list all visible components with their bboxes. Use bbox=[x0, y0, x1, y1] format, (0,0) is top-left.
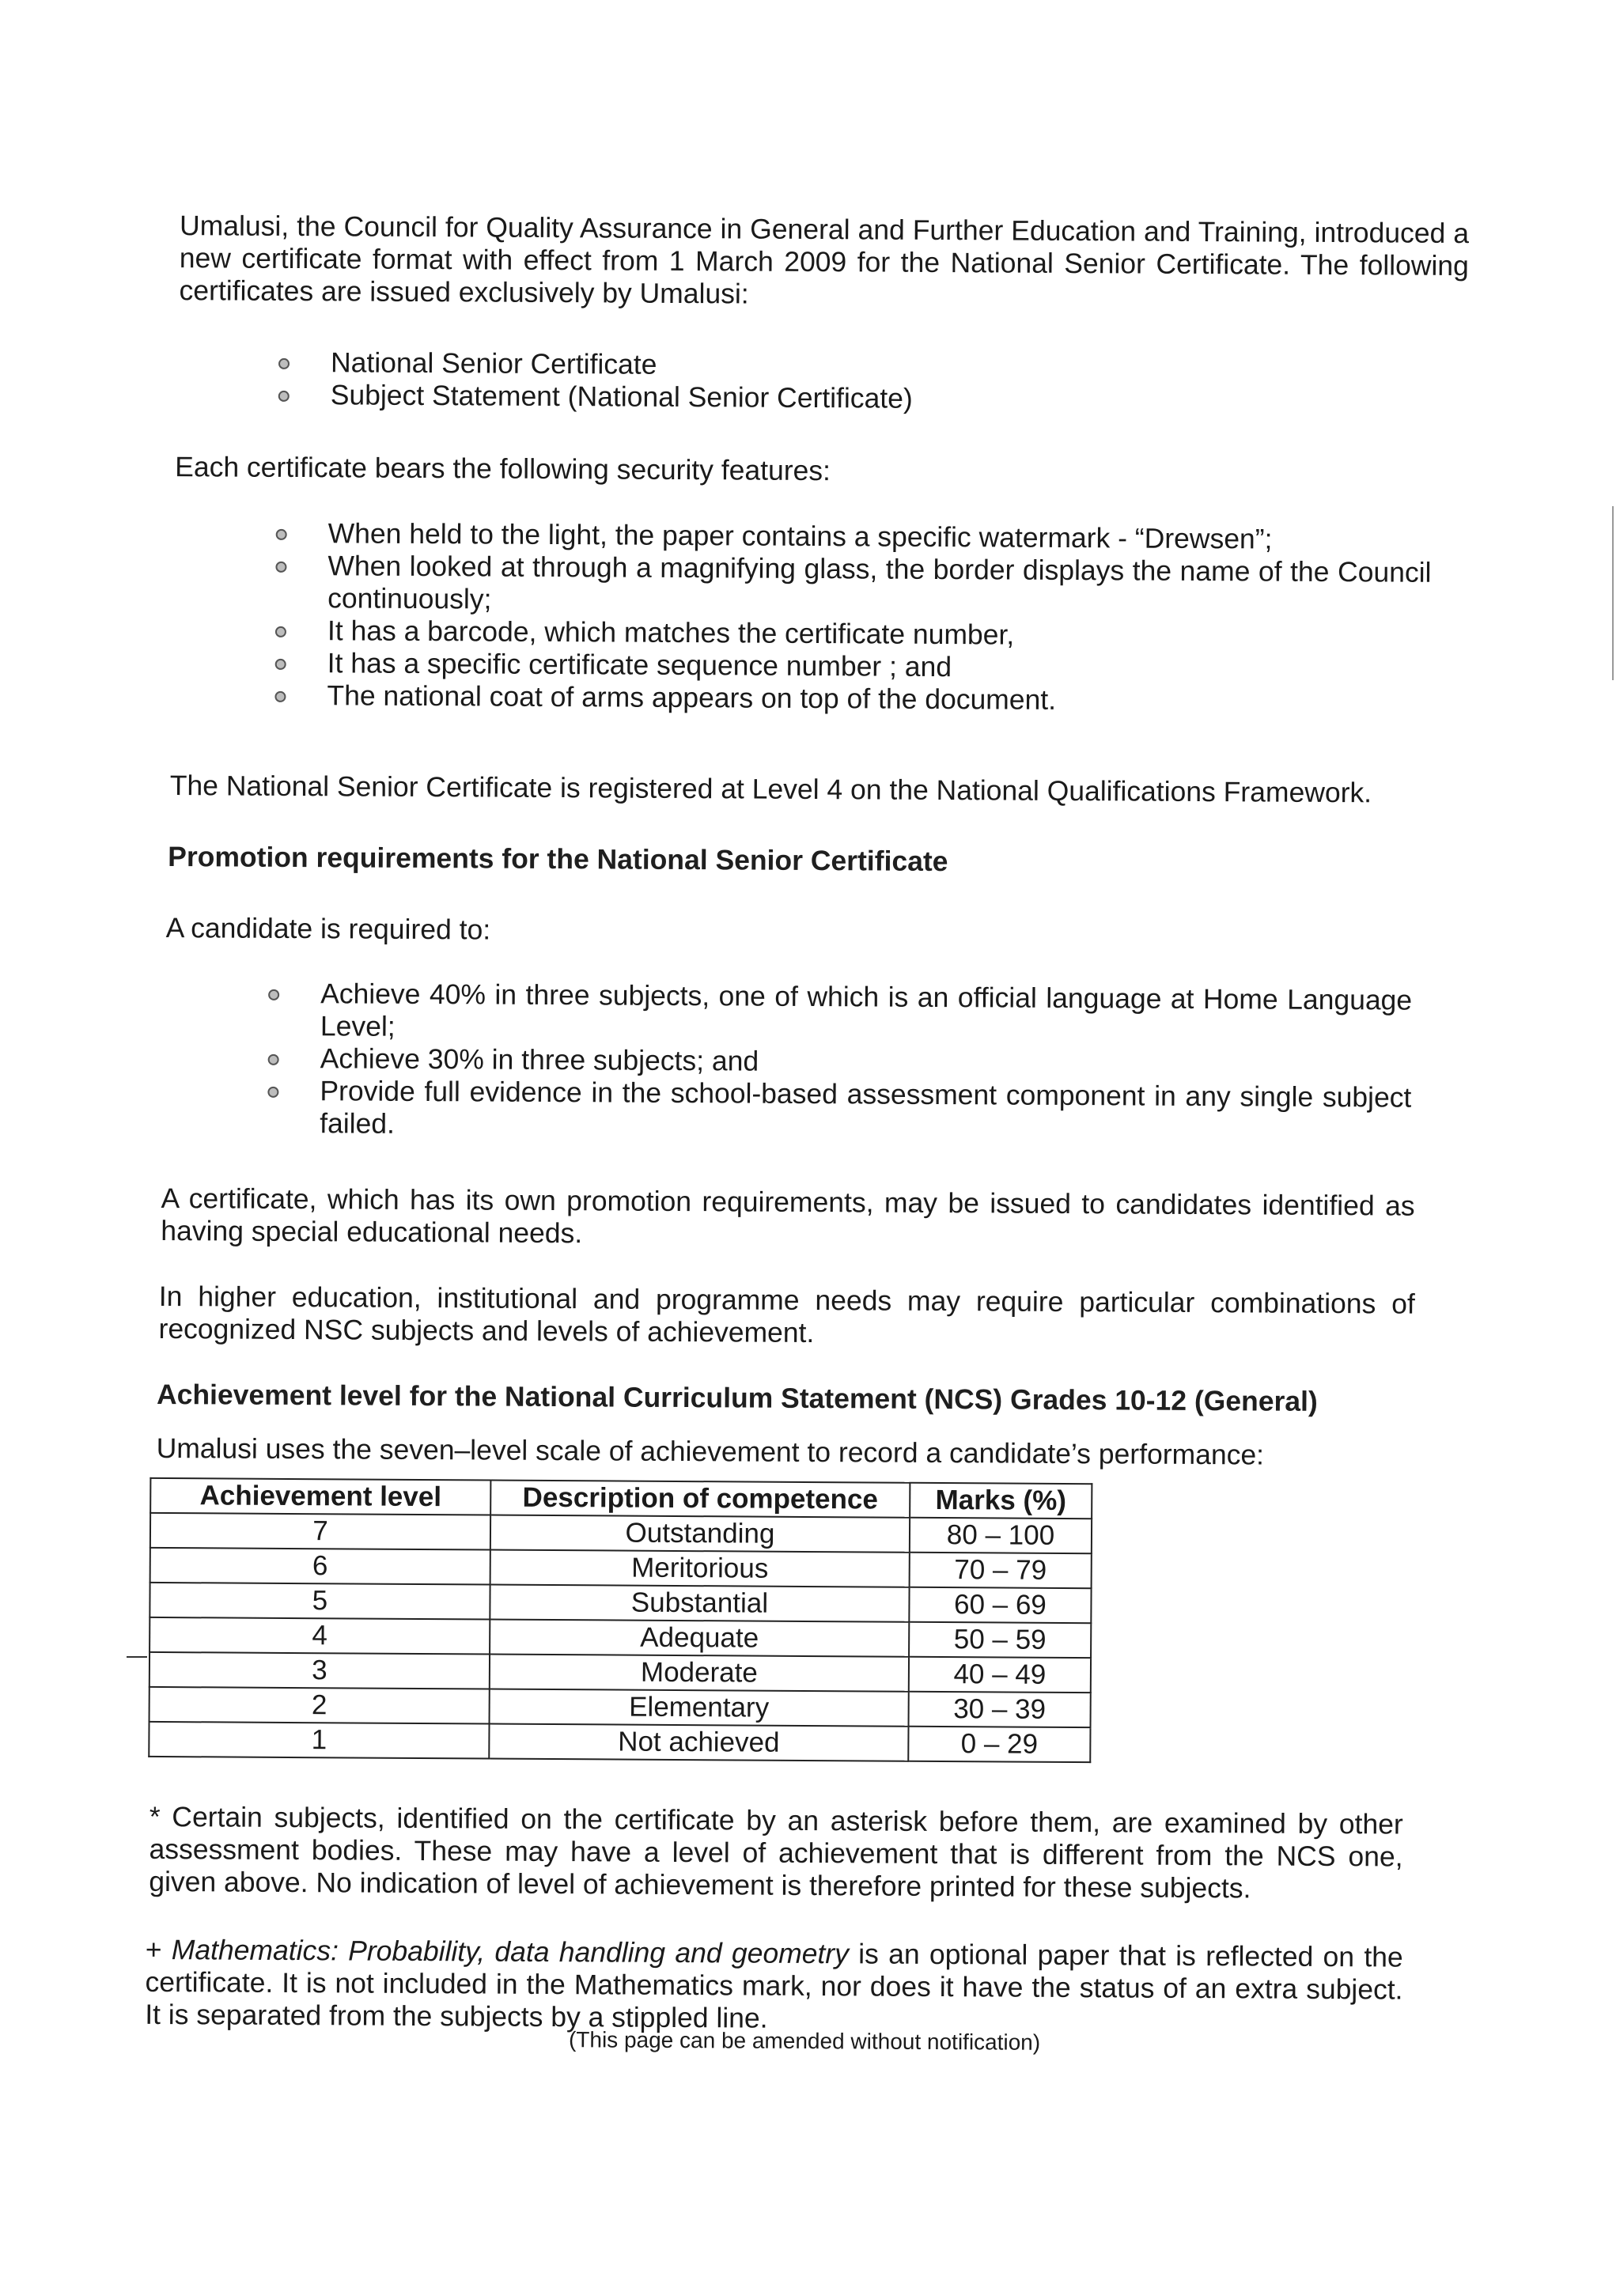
list-item: Achieve 40% in three subjects, one of which is an official language at Home Language Level; bbox=[320, 978, 1412, 1049]
marks-cell: 60 – 69 bbox=[909, 1587, 1091, 1623]
nqf-statement: The National Senior Certificate is registered at Level 4 on the National Qualifications Framework. bbox=[169, 770, 1372, 809]
achievement-lead: Umalusi uses the seven–level scale of achievement to record a candidate’s performance: bbox=[156, 1432, 1265, 1471]
marks-cell: 0 – 29 bbox=[908, 1727, 1090, 1762]
marks-cell: 70 – 79 bbox=[910, 1553, 1092, 1588]
description-cell: Adequate bbox=[490, 1620, 909, 1657]
promotion-lead: A candidate is required to: bbox=[165, 912, 491, 946]
level-cell: 1 bbox=[149, 1722, 489, 1759]
list-item: Provide full evidence in the school-based assessment component in any single subject failed. bbox=[320, 1075, 1411, 1146]
list-item: It has a specific certificate sequence number ; and bbox=[327, 647, 1431, 687]
achievement-heading: Achievement level for the National Curriculum Statement (NCS) Grades 10-12 (General) bbox=[156, 1378, 1318, 1417]
description-cell: Moderate bbox=[490, 1655, 909, 1692]
column-header: Description of competence bbox=[490, 1481, 910, 1518]
description-cell: Outstanding bbox=[490, 1515, 910, 1553]
bullet-icon bbox=[278, 358, 290, 369]
table-row bbox=[150, 1687, 1091, 1727]
certificate-list bbox=[331, 346, 1462, 418]
table-row bbox=[150, 1617, 1091, 1658]
level-cell: 3 bbox=[150, 1652, 490, 1689]
table-row bbox=[150, 1513, 1092, 1553]
scan-artifact-line bbox=[127, 1656, 147, 1658]
table-row bbox=[150, 1652, 1091, 1693]
achievement-level-table bbox=[148, 1477, 1092, 1763]
level-cell: 7 bbox=[150, 1513, 490, 1550]
description-cell: Elementary bbox=[490, 1689, 909, 1727]
special-needs-paragraph: A certificate, which has its own promotion requirements, may be issued to candidates identified as having special educational needs. bbox=[161, 1182, 1415, 1250]
marks-cell: 40 – 49 bbox=[909, 1657, 1091, 1693]
promotion-requirements-list bbox=[320, 978, 1412, 1146]
level-cell: 5 bbox=[150, 1583, 490, 1620]
column-header: Achievement level bbox=[150, 1478, 490, 1515]
marks-cell: 80 – 100 bbox=[910, 1518, 1092, 1553]
level-cell: 6 bbox=[150, 1548, 490, 1585]
security-lead: Each certificate bears the following security features: bbox=[175, 451, 831, 487]
marks-cell: 30 – 39 bbox=[909, 1692, 1091, 1727]
list-item: When looked at through a magnifying glass, the border displays the name of the Council continuously; bbox=[327, 550, 1431, 622]
list-item: The national coat of arms appears on top of the document. bbox=[327, 679, 1430, 719]
description-cell: Meritorious bbox=[490, 1550, 910, 1587]
table-header-row bbox=[150, 1478, 1092, 1519]
security-features-list bbox=[327, 517, 1431, 719]
bullet-icon bbox=[275, 659, 286, 670]
bullet-icon bbox=[268, 1054, 279, 1065]
bullet-icon bbox=[278, 391, 290, 402]
list-item: Achieve 30% in three subjects; and bbox=[320, 1042, 1412, 1081]
level-cell: 4 bbox=[150, 1617, 490, 1655]
amendment-footer: (This page can be amended without notification) bbox=[568, 2027, 1041, 2055]
bullet-icon bbox=[268, 989, 279, 1000]
list-item: It has a barcode, which matches the certificate number, bbox=[327, 615, 1431, 654]
column-header: Marks (%) bbox=[910, 1483, 1092, 1519]
scan-artifact-edge bbox=[1612, 506, 1614, 680]
list-item: Subject Statement (National Senior Certificate) bbox=[331, 379, 1462, 418]
level-cell: 2 bbox=[150, 1687, 490, 1724]
mathematics-note: + Mathematics: Probability, data handling and geometry is an optional paper that is reflected on the certificate. It is not included in the Mathematics mark, nor does it have the status of an extra subject. It is separated from the subjects by a stippled line. bbox=[145, 1933, 1403, 2034]
marks-cell: 50 – 59 bbox=[909, 1622, 1091, 1658]
list-item: National Senior Certificate bbox=[331, 346, 1462, 386]
bullet-icon bbox=[275, 562, 286, 573]
bullet-icon bbox=[275, 626, 286, 637]
intro-paragraph: Umalusi, the Council for Quality Assurance in General and Further Education and Training, introduced a new certificate format with effect from 1 March 2009 for the National Senior Certificate. The following certificates are issued exclusively by Umalusi: bbox=[179, 210, 1470, 310]
description-cell: Not achieved bbox=[489, 1724, 908, 1761]
bullet-icon bbox=[276, 529, 287, 540]
bullet-icon bbox=[274, 691, 286, 702]
asterisk-note: * Certain subjects, identified on the certificate by an asterisk before them, are examined by other assessment bodies. These may have a level of achievement that is different from the NCS one, given above. No indication of level of achievement is therefore printed for these subjects. bbox=[149, 1800, 1403, 1905]
bullet-icon bbox=[267, 1087, 278, 1098]
promotion-heading: Promotion requirements for the National Senior Certificate bbox=[168, 841, 948, 878]
list-item: When held to the light, the paper contains a specific watermark - “Drewsen”; bbox=[328, 517, 1432, 557]
table-row bbox=[150, 1583, 1091, 1623]
higher-education-paragraph: In higher education, institutional and programme needs may require particular combinations of recognized NSC subjects and levels of achievement. bbox=[158, 1280, 1415, 1349]
table-row bbox=[150, 1548, 1092, 1588]
table-row bbox=[149, 1722, 1090, 1762]
description-cell: Substantial bbox=[490, 1585, 909, 1622]
